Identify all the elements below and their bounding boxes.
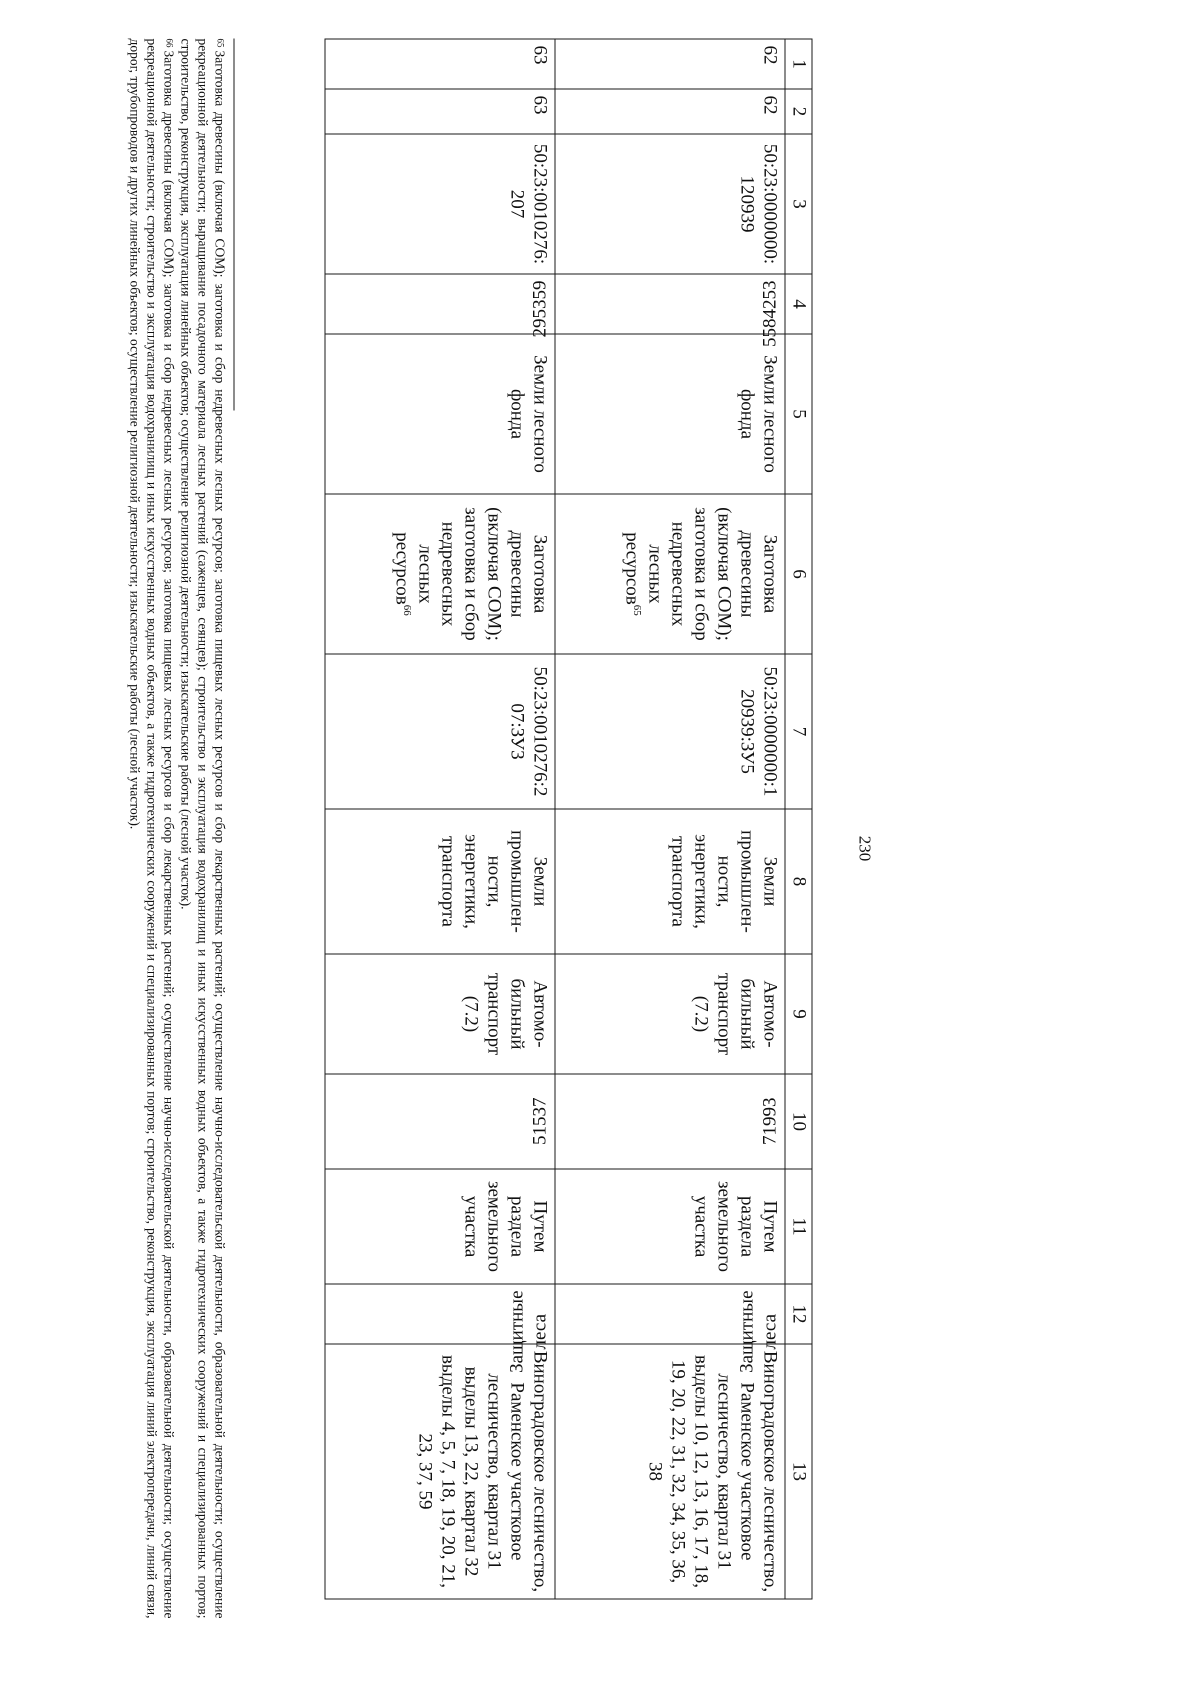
- land-category: Земли лесного фонда: [325, 334, 555, 494]
- table-row: [555, 39, 785, 1599]
- permitted-use-text: Заготовка древесины (включая СОМ); заготовка и сбор недревесных лесных ресурсов: [621, 507, 781, 641]
- formation-method: Путем раздела земельного участка: [555, 1169, 785, 1284]
- footnote-text: Заготовка древесины (включая СОМ); заготовка и сбор недревесных лесных ресурсов; заготовка пищевых лесных ресурсов и сбор лекарственных растений; осуществление научно-исследовательской деятельности, образовательной деятельности; осуществление рекреационной деятельности; выращивание посадочного материала лесных растений (саженцев, сеянцев); строительство и эксплуатация водохранилищ и иных искусственных водных объектов, а также гидротехнических сооружений и специализированных портов; строительство, реконструкция, эксплуатация линейных объектов; осуществление религиозной деятельности; изыскательские работы (лесной участок).: [178, 38, 228, 1619]
- forest-purpose-cell: [325, 1284, 555, 1373]
- new-area-cell: [325, 1074, 555, 1169]
- table-row: [325, 39, 555, 1599]
- forest-location: Виноградовское лесничество, Раменское участковое лесничество, квартал 31 выделы 10, 12, 13, 16, 17, 18, 19, 20, 22, 31, 32, 34, 35, 36, 38: [555, 1344, 785, 1599]
- rotated-page: [38, 39, 1163, 1659]
- col-header-1: 1: [785, 39, 812, 89]
- footnotes: [127, 39, 229, 1619]
- col-header-5: 5: [785, 334, 812, 494]
- land-category: Земли лесного фонда: [555, 334, 785, 494]
- column-number-row: [785, 39, 812, 1599]
- land-plots-table: [325, 39, 813, 1600]
- footnote-65: [178, 39, 229, 1619]
- new-area-cell: [555, 1074, 785, 1169]
- row-number: 63: [325, 39, 555, 89]
- new-area-value: 51537: [529, 1097, 551, 1146]
- permitted-use-text: Заготовка древесины (включая СОМ); заготовка и сбор недревесных лесных ресурсов: [391, 507, 551, 641]
- area-cell: [555, 274, 785, 347]
- new-land-category: Земли промышлен- ности, энергетики, транспорта: [555, 809, 785, 954]
- footnote-66: [127, 39, 178, 1619]
- col-header-10: 10: [785, 1074, 812, 1169]
- col-header-8: 8: [785, 809, 812, 954]
- footnote-ref: 66: [400, 604, 413, 616]
- new-plot-number: 50:23:0010276:2 07:ЗУ3: [325, 654, 555, 809]
- col-header-13: 13: [785, 1344, 812, 1599]
- col-header-12: 12: [785, 1284, 812, 1344]
- col-header-2: 2: [785, 89, 812, 134]
- new-plot-number: 50:23:0000000:1 20939:ЗУ5: [555, 654, 785, 809]
- col-header-3: 3: [785, 134, 812, 274]
- plot-number: 62: [555, 89, 785, 134]
- new-permitted-use: Автомо- бильный транспорт (7.2): [325, 954, 555, 1074]
- forest-purpose-value: Защитные леса: [506, 1290, 551, 1373]
- forest-purpose-cell: [555, 1284, 785, 1373]
- area-cell: [325, 274, 555, 338]
- col-header-9: 9: [785, 954, 812, 1074]
- forest-purpose-value: Защитные леса: [736, 1290, 781, 1373]
- row-number: 62: [555, 39, 785, 89]
- forest-location: Виноградовское лесничество, Раменское участковое лесничество, квартал 31 выделы 13, 22, квартал 32 выделы 4, 5, 7, 18, 19, 20, 21, 23, 37, 59: [325, 1344, 555, 1599]
- new-permitted-use: Автомо- бильный транспорт (7.2): [555, 954, 785, 1074]
- footnote-ref: 65: [630, 604, 643, 616]
- col-header-11: 11: [785, 1169, 812, 1284]
- area-value: 295359: [529, 280, 551, 338]
- formation-method: Путем раздела земельного участка: [325, 1169, 555, 1284]
- permitted-use: [325, 494, 555, 654]
- footnote-mark: 65: [215, 38, 226, 48]
- plot-number: 63: [325, 89, 555, 134]
- cadastral-number: 50:23:0010276: 207: [325, 134, 555, 274]
- col-header-6: 6: [785, 494, 812, 654]
- page-number: 230: [855, 835, 875, 862]
- footnote-mark: 66: [164, 38, 175, 48]
- permitted-use: [555, 494, 785, 654]
- area-value: 5584253: [759, 280, 781, 347]
- footnote-text: Заготовка древесины (включая СОМ); заготовка и сбор недревесных лесных ресурсов; заготовка пищевых лесных ресурсов и сбор лекарственных растений; осуществление научно-исследовательской деятельности, образовательной деятельности; осуществление рекреационной деятельности; строительство и эксплуатация водохранилищ и иных искусственных водных объектов, а также гидротехнических сооружений и специализированных портов; строительство, реконструкция, эксплуатация линий электропередачи, линий связи, дорог, трубопроводов и других линейных объектов; осуществление религиозной деятельности; изыскательские работы (лесной участок).: [127, 38, 177, 1619]
- col-header-7: 7: [785, 654, 812, 809]
- new-land-category: Земли промышлен- ности, энергетики, транспорта: [325, 809, 555, 954]
- col-header-4: 4: [785, 274, 812, 334]
- footnote-separator: [234, 39, 235, 411]
- cadastral-number: 50:23:0000000: 120939: [555, 134, 785, 274]
- new-area-value: 71993: [759, 1097, 781, 1146]
